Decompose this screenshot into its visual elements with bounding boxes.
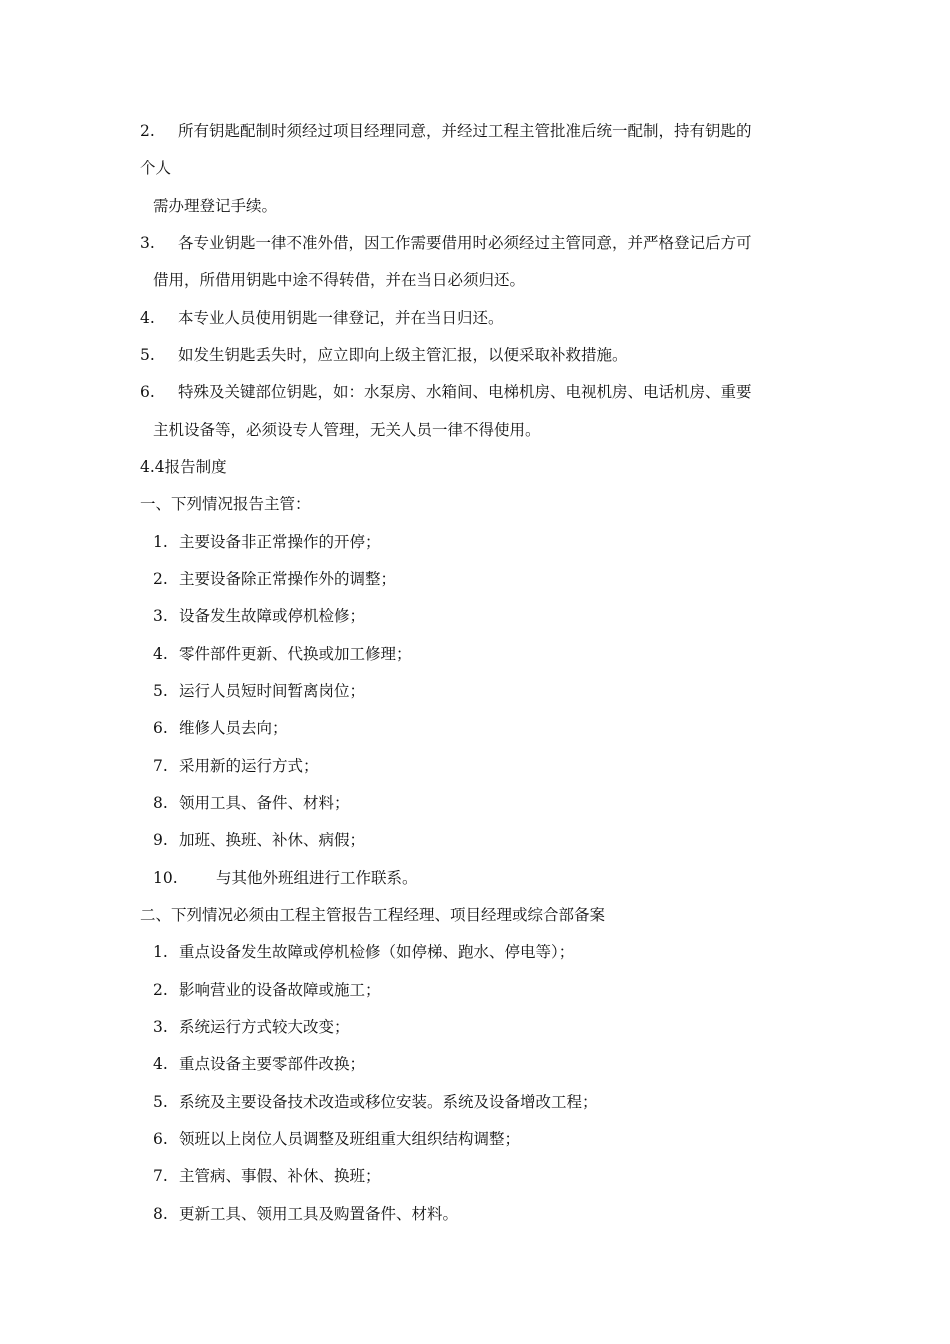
list-item — [153, 681, 365, 701]
list-item — [153, 718, 288, 738]
item-text-continuation: 需办理登记手续。 — [153, 197, 278, 215]
item-text: 维修人员去向； — [179, 719, 288, 737]
item-text: 影响营业的设备故障或施工； — [179, 981, 381, 999]
item-text: 系统运行方式较大改变； — [179, 1018, 350, 1036]
item-text: 零件部件更新、代换或加工修理； — [179, 645, 412, 663]
item-text-continuation: 个人 — [140, 159, 172, 177]
item-text: 所有钥匙配制时须经过项目经理同意，并经过工程主管批准后统一配制，持有钥匙的 — [178, 122, 752, 140]
item-number: 4. — [153, 645, 168, 663]
list-item — [153, 569, 396, 589]
item-text: 运行人员短时间暂离岗位； — [179, 682, 366, 700]
item-text: 如发生钥匙丢失时，应立即向上级主管汇报，以便采取补救措施。 — [178, 346, 628, 364]
list-item — [153, 830, 365, 850]
item-text: 各专业钥匙一律不准外借，因工作需要借用时必须经过主管同意，并严格登记后方可 — [178, 234, 752, 252]
item-number: 2. — [153, 570, 168, 588]
item-text: 重点设备发生故障或停机检修（如停梯、跑水、停电等）； — [179, 943, 575, 961]
item-number: 5. — [153, 1093, 168, 1111]
item-number: 8. — [153, 794, 168, 812]
item-number: 5. — [153, 682, 168, 700]
item-text: 本专业人员使用钥匙一律登记，并在当日归还。 — [178, 309, 504, 327]
item-number: 4. — [153, 1055, 168, 1073]
list-item — [153, 1092, 598, 1112]
item-text: 主管病、事假、补休、换班； — [179, 1167, 381, 1185]
item-number: 9. — [153, 831, 168, 849]
list-item — [153, 942, 574, 962]
item-text: 与其他外班组进行工作联系。 — [216, 869, 418, 887]
item-number: 8. — [153, 1205, 168, 1223]
list-item — [140, 121, 752, 141]
item-text: 更新工具、领用工具及购置备件、材料。 — [179, 1205, 459, 1223]
item-text: 设备发生故障或停机检修； — [179, 607, 366, 625]
list-item — [153, 1204, 458, 1224]
item-number: 1. — [153, 533, 168, 551]
item-number: 3. — [153, 607, 168, 625]
list-item — [140, 382, 752, 402]
item-text-continuation: 借用，所借用钥匙中途不得转借，并在当日必须归还。 — [153, 271, 526, 289]
item-number: 5. — [140, 346, 155, 364]
list-item — [153, 756, 319, 776]
list-item — [153, 606, 365, 626]
item-number: 10. — [153, 869, 178, 887]
item-text: 主要设备除正常操作外的调整； — [179, 570, 397, 588]
item-text: 加班、换班、补休、病假； — [179, 831, 366, 849]
item-text: 领用工具、备件、材料； — [179, 794, 350, 812]
item-number: 2. — [140, 122, 155, 140]
list-item — [153, 868, 418, 888]
list-item — [140, 233, 752, 253]
item-number: 3. — [140, 234, 155, 252]
list-item — [153, 1054, 365, 1074]
item-number: 1. — [153, 943, 168, 961]
item-text: 特殊及关键部位钥匙，如：水泵房、水箱间、电梯机房、电视机房、电话机房、重要 — [178, 383, 752, 401]
list-item — [153, 793, 350, 813]
item-text: 重点设备主要零部件改换； — [179, 1055, 366, 1073]
list-item — [153, 644, 412, 664]
item-number: 7. — [153, 1167, 168, 1185]
item-text: 系统及主要设备技术改造或移位安装。系统及设备增改工程； — [179, 1093, 598, 1111]
item-text-continuation: 主机设备等，必须设专人管理，无关人员一律不得使用。 — [153, 421, 541, 439]
section-heading: 4.4报告制度 — [140, 458, 227, 476]
list-item — [140, 308, 504, 328]
item-number: 7. — [153, 757, 168, 775]
item-text: 主要设备非正常操作的开停； — [179, 533, 381, 551]
item-number: 2. — [153, 981, 168, 999]
item-number: 6. — [153, 1130, 168, 1148]
list-item — [153, 1017, 350, 1037]
part1-heading: 一、下列情况报告主管： — [140, 495, 311, 513]
list-item — [153, 980, 381, 1000]
part2-heading: 二、下列情况必须由工程主管报告工程经理、项目经理或综合部备案 — [140, 906, 606, 924]
item-number: 6. — [140, 383, 155, 401]
item-text: 采用新的运行方式； — [179, 757, 319, 775]
list-item — [153, 532, 381, 552]
list-item — [140, 345, 628, 365]
list-item — [153, 1166, 381, 1186]
item-number: 3. — [153, 1018, 168, 1036]
list-item — [153, 1129, 520, 1149]
item-number: 4. — [140, 309, 155, 327]
item-text: 领班以上岗位人员调整及班组重大组织结构调整； — [179, 1130, 521, 1148]
item-number: 6. — [153, 719, 168, 737]
